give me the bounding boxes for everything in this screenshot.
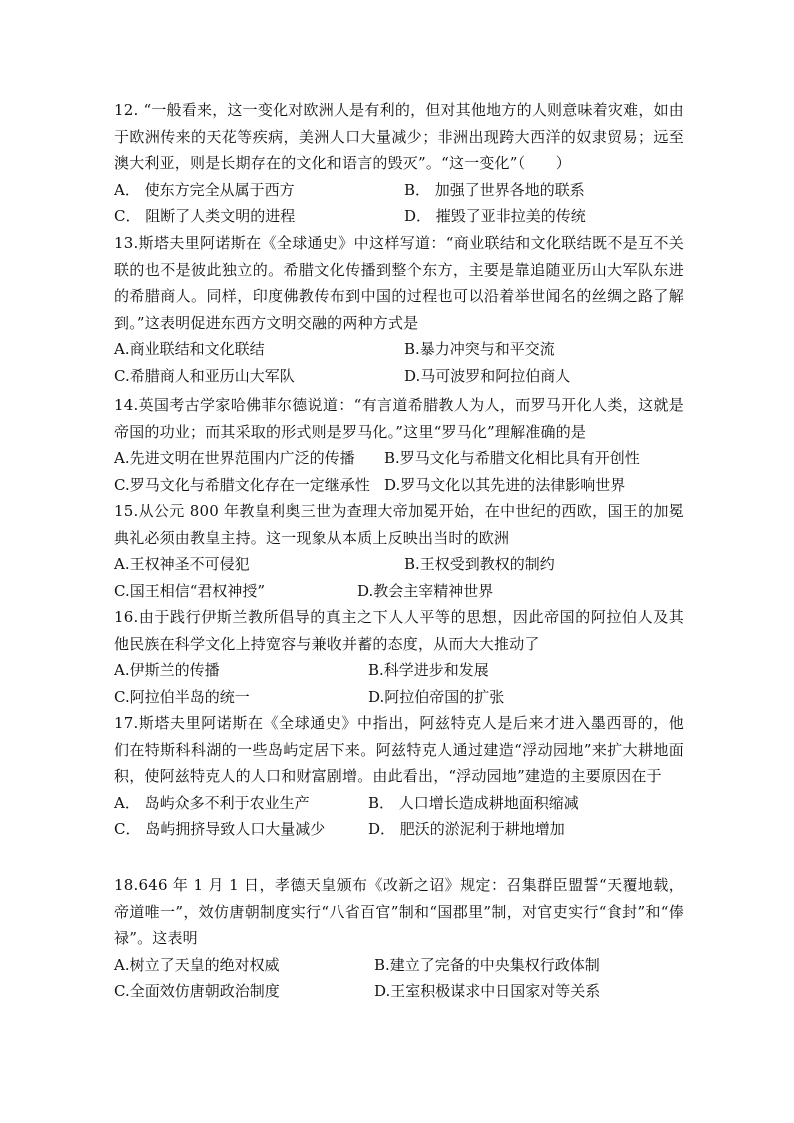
option-b[interactable]: B.王权受到教权的制约 <box>404 555 555 573</box>
option-a[interactable]: A.商业联结和文化联结 <box>114 340 265 358</box>
option-row <box>114 445 684 472</box>
option-row <box>114 978 684 1005</box>
option-row <box>114 363 684 390</box>
option-row <box>114 336 684 363</box>
option-a[interactable]: A． 使东方完全从属于西方 <box>114 180 295 199</box>
option-d[interactable]: D． 摧毁了亚非拉美的传统 <box>404 207 586 225</box>
option-d[interactable]: D． 肥沃的淤泥利于耕地增加 <box>368 820 565 838</box>
option-d[interactable]: D.罗马文化以其先进的法律影响世界 <box>384 475 626 494</box>
option-a[interactable]: A.伊斯兰的传播 <box>114 661 220 679</box>
option-row <box>114 657 684 684</box>
option-b[interactable]: B.科学进步和发展 <box>368 661 489 679</box>
option-b[interactable]: B． 加强了世界各地的联系 <box>404 180 585 199</box>
option-row <box>114 952 684 979</box>
option-row <box>114 578 684 605</box>
option-c[interactable]: C.全面效仿唐朝政治制度 <box>114 982 280 1000</box>
option-b[interactable]: B.暴力冲突与和平交流 <box>404 340 555 358</box>
option-b[interactable]: B.建立了完备的中央集权行政体制 <box>374 955 600 974</box>
question-14 <box>114 392 684 498</box>
option-c[interactable]: C． 岛屿拥挤导致人口大量减少 <box>114 820 326 838</box>
option-row <box>114 203 684 230</box>
option-row <box>114 177 684 204</box>
option-c[interactable]: C.阿拉伯半岛的统一 <box>114 687 250 706</box>
option-b[interactable]: B.罗马文化与希腊文化相比具有开创性 <box>384 449 640 467</box>
question-stem: 17.斯塔夫里阿诺斯在《全球通史》中指出，阿兹特克人是后来才进入墨西哥的，他们在特斯科科湖的一些岛屿定居下来。阿兹特克人通过建造“浮动园地”来扩大耕地面积，使阿兹特克人的人口和财富剧增。由此看出，“浮动园地”建造的主要原因在于 <box>114 714 684 785</box>
option-b[interactable]: B． 人口增长造成耕地面积缩减 <box>368 793 579 812</box>
option-row <box>114 472 684 499</box>
question-stem: 13.斯塔夫里阿诺斯在《全球通史》中这样写道：“商业联结和文化联结既不是互不关联的也不是彼此独立的。希腊文化传播到整个东方，主要是靠追随亚历山大军队东进的希腊商人。同样，印度佛教传布到中国的过程也可以沿着举世闻名的丝绸之路了解到。”这表明促进东西方文明交融的两种方式是 <box>114 234 684 332</box>
question-17 <box>114 710 684 843</box>
option-c[interactable]: C.罗马文化与希腊文化存在一定继承性 <box>114 475 370 494</box>
option-row <box>114 551 684 578</box>
option-d[interactable]: D.马可波罗和阿拉伯商人 <box>404 366 571 385</box>
option-a[interactable]: A.先进文明在世界范围内广泛的传播 <box>114 449 355 467</box>
question-stem: 16.由于践行伊斯兰教所倡导的真主之下人人平等的思想，因此帝国的阿拉伯人及其他民族在科学文化上持宽容与兼收并蓄的态度，从而大大推动了 <box>114 608 684 653</box>
option-row <box>114 790 684 817</box>
question-stem: 14.英国考古学家哈佛菲尔德说道：“有言道希腊教人为人，而罗马开化人类，这就是帝国的功业；而其采取的形式则是罗马化。”这里“罗马化”理解准确的是 <box>114 396 684 441</box>
question-12 <box>114 97 684 230</box>
option-c[interactable]: C.国王相信“君权神授” <box>114 581 266 600</box>
option-a[interactable]: A． 岛屿众多不利于农业生产 <box>114 793 310 812</box>
question-18 <box>114 872 684 1005</box>
question-stem: 18.646 年 1 月 1 日，孝德天皇颁布《改新之诏》规定：召集群臣盟誓“天覆地载，帝道唯一”，效仿唐朝制度实行“八省百官”制和“国郡里”制，对官吏实行“食封”和“俸禄”。这表明 <box>114 876 684 947</box>
question-stem: 12. “一般看来，这一变化对欧洲人是有利的，但对其他地方的人则意味着灾难，如由于欧洲传来的天花等疾病，美洲人口大量减少；非洲出现跨大西洋的奴隶贸易；远至澳大利亚，则是长期存在的文化和语言的毁灭”。“这一变化”（ ） <box>114 101 684 172</box>
option-c[interactable]: C． 阻断了人类文明的进程 <box>114 207 296 225</box>
option-row <box>114 816 684 843</box>
option-d[interactable]: D.阿拉伯帝国的扩张 <box>368 687 505 706</box>
question-stem: 15.从公元 800 年教皇利奥三世为查理大帝加冕开始，在中世纪的西欧，国王的加冕典礼必须由教皇主持。这一现象从本质上反映出当时的欧洲 <box>114 502 684 547</box>
option-d[interactable]: D.教会主宰精神世界 <box>357 581 494 600</box>
question-16 <box>114 604 684 710</box>
option-a[interactable]: A.树立了天皇的绝对权威 <box>114 955 280 974</box>
option-row <box>114 684 684 711</box>
question-15 <box>114 498 684 604</box>
option-a[interactable]: A.王权神圣不可侵犯 <box>114 555 250 573</box>
option-c[interactable]: C.希腊商人和亚历山大军队 <box>114 366 295 385</box>
question-13 <box>114 230 684 389</box>
option-d[interactable]: D.王室积极谋求中日国家对等关系 <box>374 982 601 1000</box>
